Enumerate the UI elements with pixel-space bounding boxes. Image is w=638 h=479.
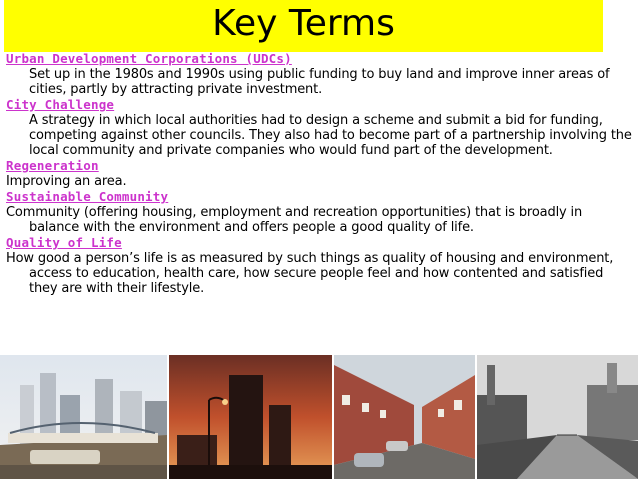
photo-sunset-towers bbox=[169, 355, 332, 479]
term-heading-city-challenge: City Challenge bbox=[6, 97, 115, 112]
term-definition-regeneration: Improving an area. bbox=[6, 174, 127, 189]
term-heading-udcs: Urban Development Corporations (UDCs) bbox=[6, 51, 292, 66]
title-bar bbox=[4, 0, 603, 52]
key-terms-list bbox=[6, 51, 636, 296]
photo-docklands bbox=[0, 355, 167, 479]
term-definition-city-challenge: A strategy in which local authorities had to design a scheme and submit a bid for funding, competing against other councils. They also had to become part of a partnership involving the local community and private companies who would fund part of the development. bbox=[29, 113, 632, 158]
photo-canal bbox=[477, 355, 638, 479]
photo-strip bbox=[0, 355, 638, 479]
term-definition-quality-of-life: How good a person’s life is as measured by such things as quality of housing and environment, access to education, health care, how secure people feel and how contented and satisfied they are with their lifestyle. bbox=[6, 251, 614, 296]
page-title: Key Terms bbox=[212, 3, 395, 44]
term-heading-regeneration: Regeneration bbox=[6, 158, 99, 173]
photo-terraced-street bbox=[334, 355, 475, 479]
term-definition-sustainable-community: Community (offering housing, employment and recreation opportunities) that is broadly in balance with the environment and offers people a good quality of life. bbox=[6, 205, 583, 235]
term-definition-udcs: Set up in the 1980s and 1990s using public funding to buy land and improve inner areas of cities, partly by attracting private investment. bbox=[29, 67, 610, 97]
term-heading-sustainable-community: Sustainable Community bbox=[6, 189, 169, 204]
term-heading-quality-of-life: Quality of Life bbox=[6, 235, 122, 250]
